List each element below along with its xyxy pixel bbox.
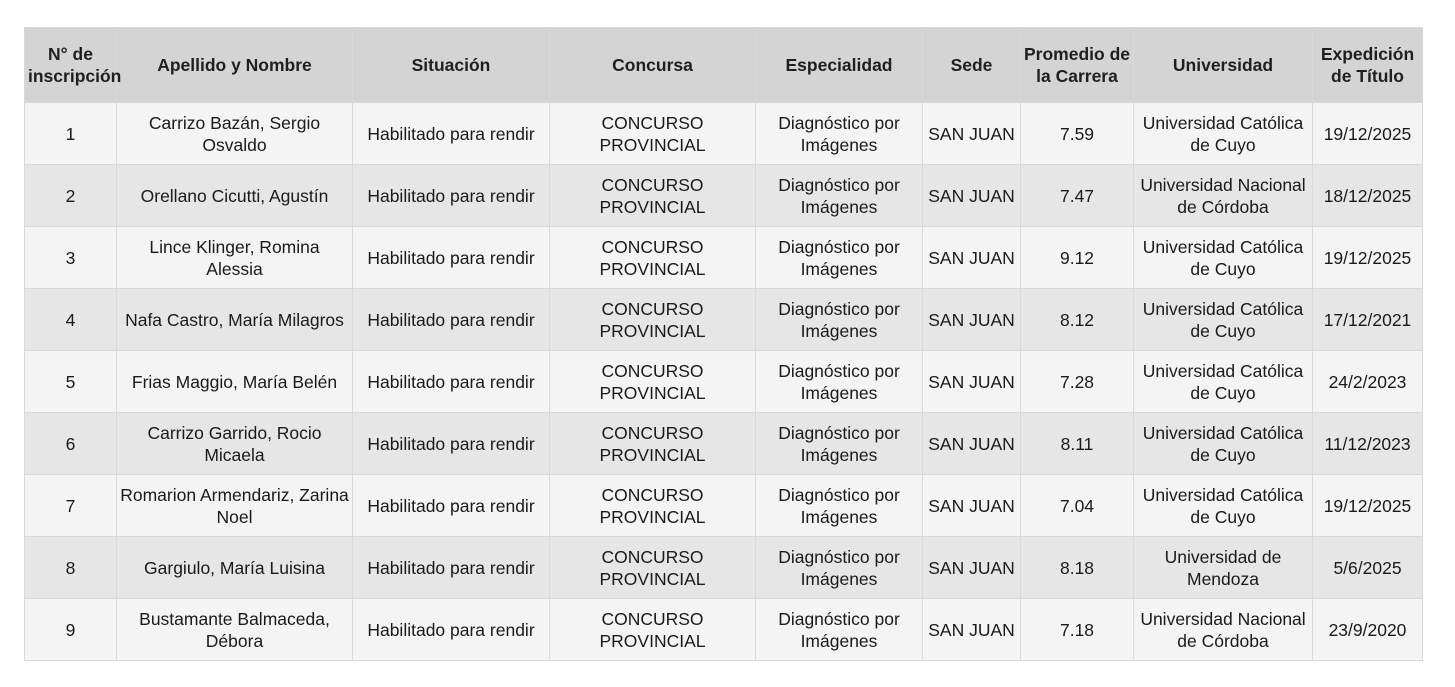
- cell-situacion: Habilitado para rendir: [353, 537, 550, 599]
- cell-situacion: Habilitado para rendir: [353, 475, 550, 537]
- cell-sede: SAN JUAN: [923, 165, 1021, 227]
- cell-sede: SAN JUAN: [923, 475, 1021, 537]
- cell-expedicion: 11/12/2023: [1313, 413, 1423, 475]
- cell-expedicion: 24/2/2023: [1313, 351, 1423, 413]
- header-concursa: Concursa: [550, 28, 756, 103]
- header-sede: Sede: [923, 28, 1021, 103]
- cell-especialidad: Diagnóstico por Imágenes: [756, 289, 923, 351]
- cell-expedicion: 17/12/2021: [1313, 289, 1423, 351]
- cell-numero: 8: [25, 537, 117, 599]
- cell-promedio: 7.04: [1021, 475, 1134, 537]
- cell-universidad: Universidad Católica de Cuyo: [1134, 351, 1313, 413]
- header-promedio: Promedio de la Carrera: [1021, 28, 1134, 103]
- cell-universidad: Universidad Nacional de Córdoba: [1134, 165, 1313, 227]
- cell-situacion: Habilitado para rendir: [353, 413, 550, 475]
- cell-nombre: Carrizo Garrido, Rocio Micaela: [117, 413, 353, 475]
- cell-especialidad: Diagnóstico por Imágenes: [756, 351, 923, 413]
- cell-especialidad: Diagnóstico por Imágenes: [756, 475, 923, 537]
- cell-situacion: Habilitado para rendir: [353, 289, 550, 351]
- cell-universidad: Universidad de Mendoza: [1134, 537, 1313, 599]
- cell-promedio: 8.11: [1021, 413, 1134, 475]
- cell-nombre: Romarion Armendariz, Zarina Noel: [117, 475, 353, 537]
- cell-universidad: Universidad Católica de Cuyo: [1134, 413, 1313, 475]
- cell-promedio: 7.47: [1021, 165, 1134, 227]
- cell-numero: 4: [25, 289, 117, 351]
- cell-promedio: 7.18: [1021, 599, 1134, 661]
- cell-expedicion: 18/12/2025: [1313, 165, 1423, 227]
- cell-especialidad: Diagnóstico por Imágenes: [756, 165, 923, 227]
- cell-nombre: Gargiulo, María Luisina: [117, 537, 353, 599]
- table-row: [25, 537, 1423, 599]
- cell-expedicion: 19/12/2025: [1313, 227, 1423, 289]
- cell-nombre: Frias Maggio, María Belén: [117, 351, 353, 413]
- cell-numero: 6: [25, 413, 117, 475]
- cell-concursa: CONCURSO PROVINCIAL: [550, 537, 756, 599]
- cell-situacion: Habilitado para rendir: [353, 103, 550, 165]
- cell-concursa: CONCURSO PROVINCIAL: [550, 599, 756, 661]
- cell-nombre: Carrizo Bazán, Sergio Osvaldo: [117, 103, 353, 165]
- results-table: [24, 27, 1423, 661]
- cell-numero: 5: [25, 351, 117, 413]
- cell-especialidad: Diagnóstico por Imágenes: [756, 599, 923, 661]
- cell-sede: SAN JUAN: [923, 599, 1021, 661]
- cell-sede: SAN JUAN: [923, 227, 1021, 289]
- cell-universidad: Universidad Católica de Cuyo: [1134, 475, 1313, 537]
- cell-promedio: 7.28: [1021, 351, 1134, 413]
- header-universidad: Universidad: [1134, 28, 1313, 103]
- cell-universidad: Universidad Nacional de Córdoba: [1134, 599, 1313, 661]
- header-apellido-nombre: Apellido y Nombre: [117, 28, 353, 103]
- cell-nombre: Lince Klinger, Romina Alessia: [117, 227, 353, 289]
- cell-universidad: Universidad Católica de Cuyo: [1134, 227, 1313, 289]
- cell-sede: SAN JUAN: [923, 103, 1021, 165]
- table-row: [25, 351, 1423, 413]
- cell-universidad: Universidad Católica de Cuyo: [1134, 289, 1313, 351]
- cell-concursa: CONCURSO PROVINCIAL: [550, 351, 756, 413]
- cell-sede: SAN JUAN: [923, 537, 1021, 599]
- cell-especialidad: Diagnóstico por Imágenes: [756, 413, 923, 475]
- cell-promedio: 9.12: [1021, 227, 1134, 289]
- cell-expedicion: 5/6/2025: [1313, 537, 1423, 599]
- cell-especialidad: Diagnóstico por Imágenes: [756, 537, 923, 599]
- cell-numero: 2: [25, 165, 117, 227]
- cell-situacion: Habilitado para rendir: [353, 599, 550, 661]
- cell-promedio: 7.59: [1021, 103, 1134, 165]
- cell-concursa: CONCURSO PROVINCIAL: [550, 413, 756, 475]
- cell-promedio: 8.18: [1021, 537, 1134, 599]
- cell-especialidad: Diagnóstico por Imágenes: [756, 103, 923, 165]
- cell-sede: SAN JUAN: [923, 413, 1021, 475]
- cell-sede: SAN JUAN: [923, 351, 1021, 413]
- cell-numero: 9: [25, 599, 117, 661]
- table-row: [25, 103, 1423, 165]
- cell-sede: SAN JUAN: [923, 289, 1021, 351]
- cell-situacion: Habilitado para rendir: [353, 351, 550, 413]
- cell-promedio: 8.12: [1021, 289, 1134, 351]
- table-row: [25, 165, 1423, 227]
- cell-nombre: Orellano Cicutti, Agustín: [117, 165, 353, 227]
- header-expedicion: Expedición de Título: [1313, 28, 1423, 103]
- cell-concursa: CONCURSO PROVINCIAL: [550, 289, 756, 351]
- cell-expedicion: 19/12/2025: [1313, 103, 1423, 165]
- results-table-container: [24, 27, 1422, 661]
- cell-situacion: Habilitado para rendir: [353, 165, 550, 227]
- cell-expedicion: 23/9/2020: [1313, 599, 1423, 661]
- header-situacion: Situación: [353, 28, 550, 103]
- cell-numero: 7: [25, 475, 117, 537]
- cell-concursa: CONCURSO PROVINCIAL: [550, 475, 756, 537]
- cell-concursa: CONCURSO PROVINCIAL: [550, 227, 756, 289]
- table-row: [25, 599, 1423, 661]
- cell-concursa: CONCURSO PROVINCIAL: [550, 165, 756, 227]
- table-row: [25, 227, 1423, 289]
- table-row: [25, 475, 1423, 537]
- table-row: [25, 413, 1423, 475]
- cell-expedicion: 19/12/2025: [1313, 475, 1423, 537]
- cell-especialidad: Diagnóstico por Imágenes: [756, 227, 923, 289]
- cell-numero: 3: [25, 227, 117, 289]
- cell-universidad: Universidad Católica de Cuyo: [1134, 103, 1313, 165]
- cell-nombre: Nafa Castro, María Milagros: [117, 289, 353, 351]
- table-header-row: [25, 28, 1423, 103]
- cell-nombre: Bustamante Balmaceda, Débora: [117, 599, 353, 661]
- header-especialidad: Especialidad: [756, 28, 923, 103]
- header-numero-inscripcion: N° de inscripción: [25, 28, 117, 103]
- cell-numero: 1: [25, 103, 117, 165]
- table-row: [25, 289, 1423, 351]
- cell-concursa: CONCURSO PROVINCIAL: [550, 103, 756, 165]
- cell-situacion: Habilitado para rendir: [353, 227, 550, 289]
